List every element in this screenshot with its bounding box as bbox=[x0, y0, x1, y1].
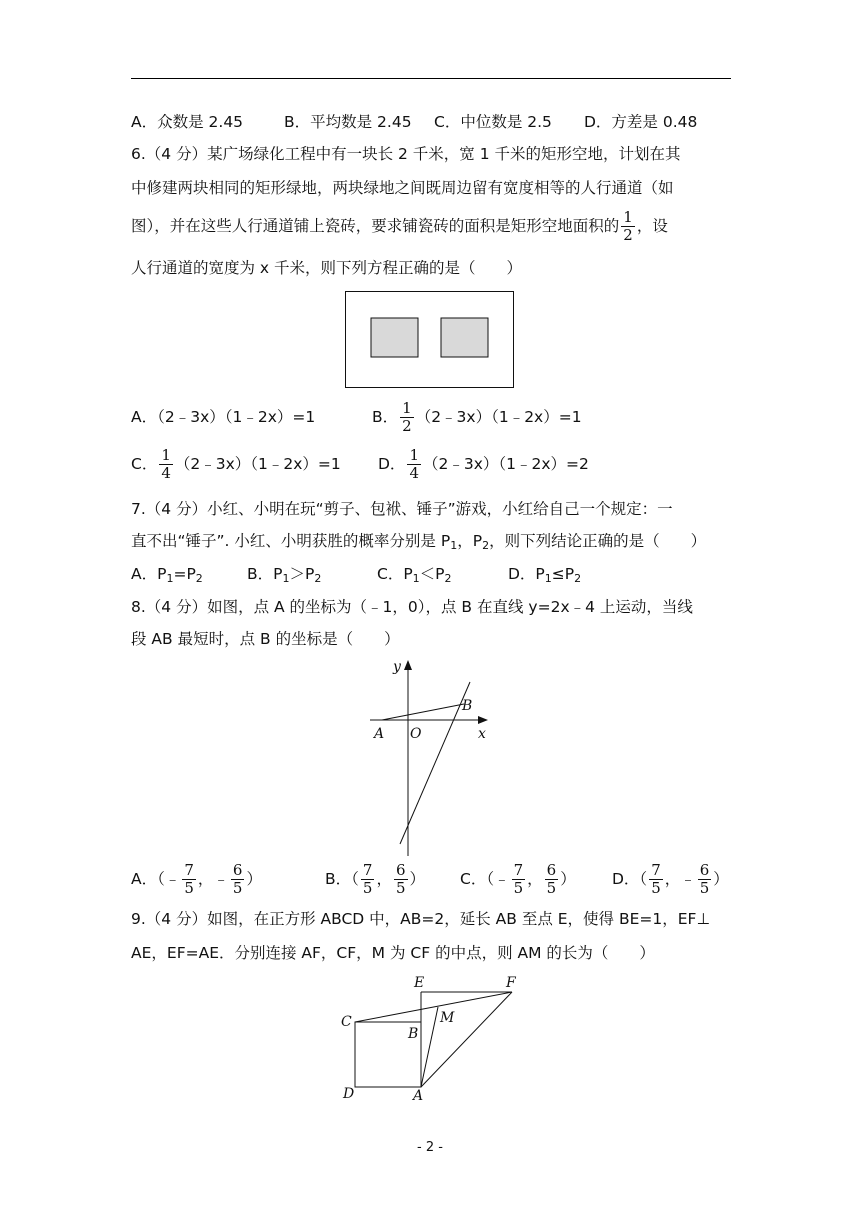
q6-line-3-tail: ，设 bbox=[636, 217, 668, 235]
q5-option-c: C．中位数是 2.5 bbox=[434, 113, 552, 131]
segment-cf bbox=[355, 992, 512, 1022]
segment-ab bbox=[382, 704, 464, 720]
q6-line-3 bbox=[131, 208, 668, 244]
label-y: y bbox=[393, 659, 401, 675]
label-m: M bbox=[440, 1010, 455, 1026]
q8-figure bbox=[360, 652, 500, 858]
green-area-left bbox=[371, 318, 418, 357]
label-b: B bbox=[462, 698, 473, 714]
q5-option-b: B．平均数是 2.45 bbox=[284, 113, 412, 131]
q8-option-a: A．（﹣ $\frac{7}{5}$ ，﹣ $\frac{6}{5}$ ） bbox=[131, 861, 262, 897]
q9-line-2: AE，EF=AE．分别连接 AF，CF，M 为 CF 的中点，则 AM 的长为（ ） bbox=[131, 944, 655, 962]
q7-option-a: A．$P_1=P_2$ bbox=[131, 565, 203, 585]
q6-option-c: C． $\frac{1}{4}$ （2﹣3x）（1﹣2x）=1 bbox=[131, 446, 341, 482]
label-x: x bbox=[478, 726, 486, 742]
q7-option-b: B．$P_1>P_2$ bbox=[247, 565, 322, 585]
label-d: D bbox=[343, 1086, 355, 1102]
q8-line-2: 段 AB 最短时，点 B 的坐标是（ ） bbox=[131, 630, 400, 648]
segment-am bbox=[421, 1007, 438, 1087]
y-axis-arrow-icon bbox=[404, 660, 412, 670]
q8-option-d: D．（ $\frac{7}{5}$ ，﹣ $\frac{6}{5}$ ） bbox=[612, 861, 729, 897]
q9-figure bbox=[336, 970, 526, 1108]
q7-option-c: C．$P_1<P_2$ bbox=[377, 565, 452, 585]
label-o: O bbox=[410, 726, 422, 742]
q6-line-4: 人行通道的宽度为 x 千米，则下列方程正确的是（ ） bbox=[131, 259, 523, 277]
label-f: F bbox=[506, 975, 516, 991]
q7-option-d: D．$P_1\le P_2$ bbox=[508, 565, 582, 585]
q6-line-2: 中修建两块相同的矩形绿地，两块绿地之间既周边留有宽度相等的人行通道（如 bbox=[131, 179, 674, 197]
q9-line-1: 9.（4 分）如图，在正方形 ABCD 中，AB=2，延长 AB 至点 E，使得 BE=1，EF⊥ bbox=[131, 910, 710, 928]
page-number: - 2 - bbox=[417, 1140, 443, 1155]
header-rule bbox=[131, 78, 731, 79]
q6-line-1: 6.（4 分）某广场绿化工程中有一块长 2 千米，宽 1 千米的矩形空地，计划在其 bbox=[131, 145, 681, 163]
label-c: C bbox=[341, 1014, 352, 1030]
label-a: A bbox=[374, 726, 385, 742]
q6-option-b: B． $\frac{1}{2}$ （2﹣3x）（1﹣2x）=1 bbox=[372, 399, 582, 435]
line-y-2x-4 bbox=[400, 682, 473, 844]
segment-af bbox=[421, 992, 512, 1087]
label-e: E bbox=[414, 975, 425, 991]
q6-option-d: D． $\frac{1}{4}$ （2﹣3x）（1﹣2x）=2 bbox=[378, 446, 589, 482]
fraction-one-half: $\frac{1}{2}$ bbox=[623, 208, 633, 244]
q6-figure bbox=[345, 291, 515, 389]
x-axis-arrow-icon bbox=[478, 716, 488, 724]
label-a: A bbox=[413, 1088, 424, 1104]
q7-line-1: 7.（4 分）小红、小明在玩“剪子、包袱、锤子”游戏，小红给自己一个规定：一 bbox=[131, 500, 673, 518]
q6-option-a: A．（2﹣3x）（1﹣2x）=1 bbox=[131, 408, 316, 426]
q6-line-3-text: 图），并在这些人行通道铺上瓷砖，要求铺瓷砖的面积是矩形空地面积的 bbox=[131, 217, 620, 235]
green-area-right bbox=[441, 318, 488, 357]
q8-option-c: C．（﹣ $\frac{7}{5}$ ， $\frac{6}{5}$ ） bbox=[460, 861, 576, 897]
q7-line-2: 直不出“锤子”. 小红、小明获胜的概率分别是 $P_1$，$P_2$，则下列结论正确的是（ ） bbox=[131, 532, 707, 552]
q8-line-1: 8.（4 分）如图，点 A 的坐标为（﹣1，0），点 B 在直线 y=2x﹣4 上运动，当线 bbox=[131, 598, 693, 616]
q5-option-a: A．众数是 2.45 bbox=[131, 113, 244, 131]
q5-option-d: D．方差是 0.48 bbox=[584, 113, 698, 131]
q8-option-b: B．（ $\frac{7}{5}$ ， $\frac{6}{5}$ ） bbox=[325, 861, 426, 897]
label-b: B bbox=[408, 1026, 419, 1042]
